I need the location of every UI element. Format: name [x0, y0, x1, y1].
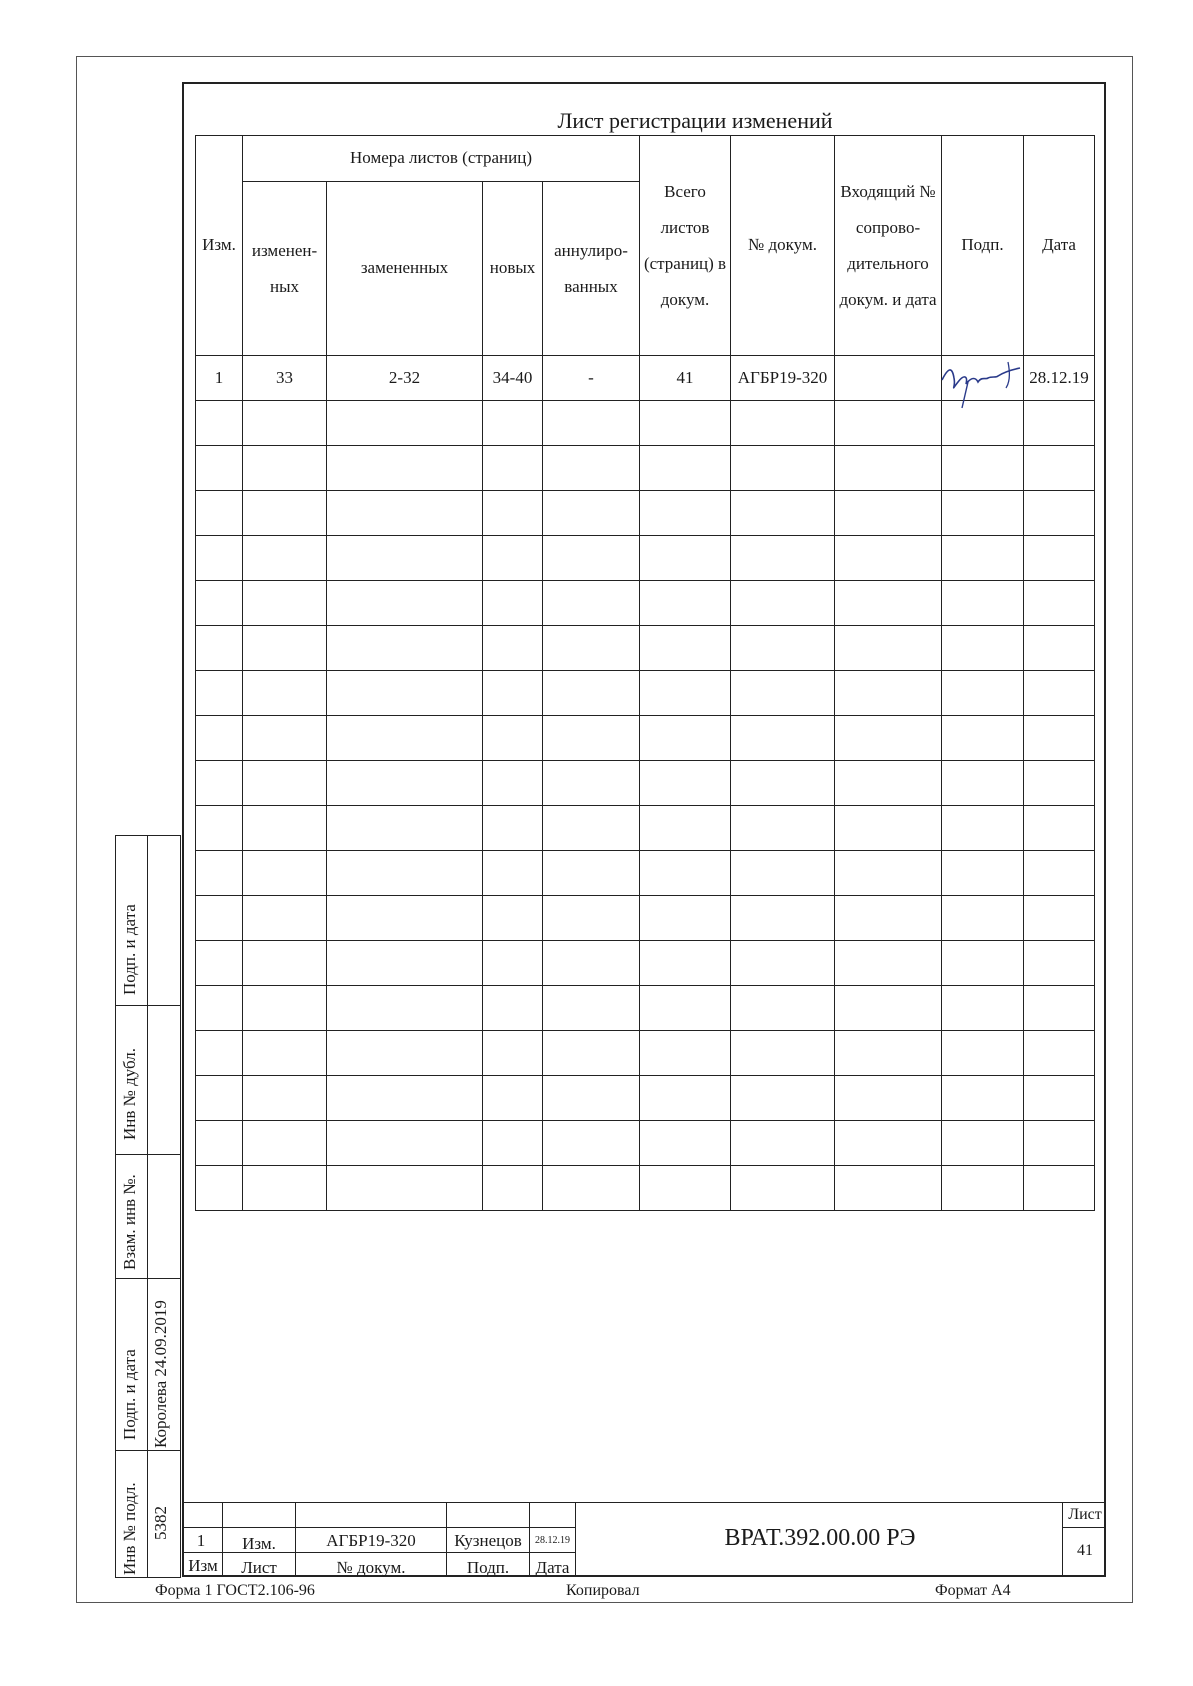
empty-cell — [243, 626, 327, 671]
empty-cell — [196, 761, 243, 806]
side-stamp-line — [115, 1278, 181, 1279]
title-block-vline — [446, 1502, 447, 1577]
empty-cell — [835, 761, 942, 806]
side-inv-dubl-label: Инв № дубл. — [120, 1047, 139, 1140]
empty-cell — [327, 626, 483, 671]
empty-cell — [640, 446, 731, 491]
empty-cell — [1024, 806, 1095, 851]
title-block-vline — [1062, 1502, 1063, 1577]
empty-cell — [483, 941, 543, 986]
page-title: Лист регистрации изменений — [557, 108, 833, 133]
empty-cell — [640, 401, 731, 446]
empty-cell — [243, 1076, 327, 1121]
header-total-sheets: Всего листов (страниц) в докум. — [640, 136, 731, 356]
empty-cell — [942, 851, 1024, 896]
header-doc-no: № докум. — [731, 136, 835, 356]
empty-cell — [835, 851, 942, 896]
empty-cell — [835, 491, 942, 536]
footer-form: Форма 1 ГОСТ2.106-96 — [155, 1582, 315, 1599]
empty-cell — [543, 536, 640, 581]
empty-cell — [196, 1076, 243, 1121]
empty-cell — [835, 536, 942, 581]
empty-cell — [640, 761, 731, 806]
empty-cell — [731, 491, 835, 536]
empty-cell — [483, 1166, 543, 1211]
tb-col-date: Дата — [535, 1558, 570, 1577]
empty-cell — [640, 941, 731, 986]
empty-cell — [196, 626, 243, 671]
empty-cell — [942, 671, 1024, 716]
empty-cell — [327, 1121, 483, 1166]
empty-cell — [942, 716, 1024, 761]
empty-cell — [1024, 1166, 1095, 1211]
empty-cell — [640, 581, 731, 626]
title-block-line — [1062, 1527, 1106, 1528]
empty-cell — [731, 851, 835, 896]
empty-cell — [196, 851, 243, 896]
empty-cell — [327, 851, 483, 896]
empty-cell — [942, 1031, 1024, 1076]
table-row — [196, 1121, 1095, 1166]
empty-cell — [543, 941, 640, 986]
cell-signature — [942, 356, 1024, 401]
empty-cell — [731, 941, 835, 986]
empty-cell — [640, 536, 731, 581]
tb-sheet-label: Лист — [1068, 1506, 1102, 1523]
empty-cell — [942, 536, 1024, 581]
empty-cell — [327, 986, 483, 1031]
empty-cell — [483, 401, 543, 446]
empty-cell — [483, 851, 543, 896]
title-block-top — [182, 1502, 1106, 1503]
empty-cell — [942, 1076, 1024, 1121]
header-incoming-doc: Входящий № сопрово-дительного докум. и дата — [835, 136, 942, 356]
empty-cell — [327, 806, 483, 851]
side-podp-data-value: Королева 24.09.2019 — [151, 1300, 170, 1448]
empty-cell — [835, 896, 942, 941]
footer-copied: Копировал — [566, 1582, 640, 1599]
empty-cell — [543, 806, 640, 851]
side-stamp-line — [115, 1154, 181, 1155]
empty-cell — [835, 986, 942, 1031]
empty-cell — [835, 941, 942, 986]
cell-cancelled: - — [543, 356, 640, 401]
cell-incoming — [835, 356, 942, 401]
header-cancelled: аннулиро-ванных — [543, 182, 640, 356]
empty-cell — [196, 941, 243, 986]
empty-cell — [243, 986, 327, 1031]
title-block-vline — [575, 1502, 576, 1577]
empty-cell — [327, 491, 483, 536]
header-sheet-numbers: Номера листов (страниц) — [243, 136, 640, 182]
empty-cell — [196, 671, 243, 716]
empty-cell — [327, 446, 483, 491]
empty-cell — [483, 896, 543, 941]
empty-cell — [243, 896, 327, 941]
empty-cell — [1024, 851, 1095, 896]
tb-list-value: Изм. — [242, 1534, 276, 1553]
empty-cell — [731, 896, 835, 941]
empty-cell — [1024, 581, 1095, 626]
empty-cell — [835, 581, 942, 626]
table-row — [196, 581, 1095, 626]
empty-cell — [243, 401, 327, 446]
empty-cell — [731, 626, 835, 671]
empty-cell — [243, 941, 327, 986]
header-changed: изменен-ных — [243, 182, 327, 356]
side-inv-podl-label: Инв № подл. — [120, 1482, 139, 1575]
table-row — [196, 896, 1095, 941]
cell-replaced: 2-32 — [327, 356, 483, 401]
empty-cell — [640, 806, 731, 851]
table-row — [196, 761, 1095, 806]
empty-cell — [1024, 1121, 1095, 1166]
empty-cell — [942, 626, 1024, 671]
empty-cell — [327, 1076, 483, 1121]
empty-cell — [640, 716, 731, 761]
document-designation: ВРАТ.392.00.00 РЭ — [724, 1525, 916, 1551]
empty-cell — [942, 446, 1024, 491]
empty-cell — [942, 761, 1024, 806]
header-replaced: замененных — [327, 182, 483, 356]
empty-cell — [731, 761, 835, 806]
empty-cell — [483, 1031, 543, 1076]
tb-izm-value: 1 — [196, 1531, 206, 1550]
empty-cell — [835, 1166, 942, 1211]
table-row — [196, 491, 1095, 536]
empty-cell — [942, 581, 1024, 626]
empty-cell — [543, 986, 640, 1031]
empty-cell — [1024, 1031, 1095, 1076]
table-row — [196, 986, 1095, 1031]
empty-cell — [543, 1166, 640, 1211]
title-block-vline — [295, 1502, 296, 1577]
empty-cell — [243, 761, 327, 806]
empty-cell — [731, 716, 835, 761]
empty-cell — [196, 491, 243, 536]
side-podp-data-2-label: Подп. и дата — [120, 904, 139, 995]
empty-cell — [243, 1031, 327, 1076]
empty-cell — [196, 986, 243, 1031]
empty-cell — [196, 1166, 243, 1211]
table-row — [196, 1166, 1095, 1211]
empty-cell — [731, 581, 835, 626]
tb-col-list: Лист — [241, 1558, 277, 1577]
empty-cell — [731, 1031, 835, 1076]
empty-cell — [243, 851, 327, 896]
empty-cell — [1024, 716, 1095, 761]
empty-cell — [942, 806, 1024, 851]
empty-cell — [731, 986, 835, 1031]
empty-cell — [327, 401, 483, 446]
empty-cell — [1024, 761, 1095, 806]
empty-cell — [942, 941, 1024, 986]
empty-cell — [196, 446, 243, 491]
table-row — [196, 941, 1095, 986]
empty-cell — [942, 896, 1024, 941]
empty-cell — [731, 671, 835, 716]
tb-date-value: 28.12.19 — [535, 1535, 570, 1546]
empty-cell — [243, 491, 327, 536]
cell-changed: 33 — [243, 356, 327, 401]
empty-cell — [483, 761, 543, 806]
empty-cell — [327, 941, 483, 986]
header-izm: Изм. — [196, 136, 243, 356]
table-row — [196, 626, 1095, 671]
empty-cell — [640, 1031, 731, 1076]
tb-doc-value: АГБР19-320 — [326, 1531, 416, 1550]
empty-cell — [731, 1076, 835, 1121]
side-podp-data-label: Подп. и дата — [120, 1349, 139, 1440]
empty-cell — [543, 491, 640, 536]
empty-cell — [835, 626, 942, 671]
table-row — [196, 716, 1095, 761]
empty-cell — [731, 401, 835, 446]
empty-cell — [327, 536, 483, 581]
empty-cell — [1024, 446, 1095, 491]
empty-cell — [640, 626, 731, 671]
empty-cell — [243, 581, 327, 626]
empty-cell — [483, 1076, 543, 1121]
empty-cell — [1024, 941, 1095, 986]
empty-cell — [1024, 671, 1095, 716]
empty-cell — [243, 671, 327, 716]
empty-cell — [543, 671, 640, 716]
cell-new: 34-40 — [483, 356, 543, 401]
tb-col-sign: Подп. — [466, 1558, 510, 1577]
empty-cell — [640, 671, 731, 716]
empty-cell — [483, 806, 543, 851]
empty-cell — [543, 761, 640, 806]
cell-date: 28.12.19 — [1024, 356, 1095, 401]
empty-cell — [835, 671, 942, 716]
handwritten-signature — [938, 358, 1028, 418]
empty-cell — [483, 491, 543, 536]
empty-cell — [196, 536, 243, 581]
cell-izm: 1 — [196, 356, 243, 401]
empty-cell — [543, 626, 640, 671]
empty-cell — [640, 1076, 731, 1121]
empty-cell — [483, 626, 543, 671]
empty-cell — [1024, 986, 1095, 1031]
header-new: новых — [483, 182, 543, 356]
empty-cell — [543, 1121, 640, 1166]
empty-cell — [543, 716, 640, 761]
empty-cell — [327, 581, 483, 626]
table-row — [196, 446, 1095, 491]
table-row — [196, 851, 1095, 896]
empty-cell — [243, 536, 327, 581]
empty-cell — [1024, 1076, 1095, 1121]
empty-cell — [483, 446, 543, 491]
empty-cell — [835, 446, 942, 491]
empty-cell — [543, 1076, 640, 1121]
empty-cell — [1024, 491, 1095, 536]
cell-doc-no: АГБР19-320 — [731, 356, 835, 401]
empty-cell — [327, 1031, 483, 1076]
empty-cell — [640, 851, 731, 896]
empty-cell — [942, 491, 1024, 536]
empty-cell — [640, 491, 731, 536]
empty-cell — [731, 446, 835, 491]
empty-cell — [731, 1166, 835, 1211]
empty-cell — [543, 446, 640, 491]
empty-cell — [835, 1121, 942, 1166]
empty-cell — [243, 446, 327, 491]
side-vzam-inv-label: Взам. инв №. — [120, 1174, 139, 1270]
table-row — [196, 1076, 1095, 1121]
empty-cell — [243, 806, 327, 851]
empty-cell — [835, 1031, 942, 1076]
side-stamp-line — [115, 1005, 181, 1006]
empty-cell — [483, 536, 543, 581]
tb-col-doc: № докум. — [336, 1558, 406, 1577]
table-row — [196, 356, 1095, 401]
empty-cell — [1024, 626, 1095, 671]
empty-cell — [243, 1121, 327, 1166]
empty-cell — [1024, 896, 1095, 941]
table-row — [196, 1031, 1095, 1076]
empty-cell — [196, 806, 243, 851]
empty-cell — [327, 896, 483, 941]
table-row — [196, 806, 1095, 851]
change-registration-table — [195, 135, 1095, 1211]
header-signature: Подп. — [942, 136, 1024, 356]
empty-cell — [835, 716, 942, 761]
side-stamp-line — [115, 1450, 181, 1451]
empty-cell — [543, 401, 640, 446]
title-block-vline — [222, 1502, 223, 1577]
table-row — [196, 671, 1095, 716]
title-block-line — [182, 1527, 575, 1528]
empty-cell — [835, 806, 942, 851]
empty-cell — [640, 986, 731, 1031]
empty-cell — [196, 716, 243, 761]
empty-cell — [640, 1166, 731, 1211]
empty-cell — [196, 1031, 243, 1076]
empty-cell — [942, 1166, 1024, 1211]
empty-cell — [731, 806, 835, 851]
empty-cell — [243, 716, 327, 761]
empty-cell — [483, 716, 543, 761]
footer-format: Формат А4 — [935, 1582, 1011, 1599]
empty-cell — [942, 1121, 1024, 1166]
empty-cell — [835, 1076, 942, 1121]
table-row — [196, 536, 1095, 581]
empty-cell — [543, 581, 640, 626]
tb-col-izm: Изм — [188, 1556, 218, 1575]
header-date: Дата — [1024, 136, 1095, 356]
empty-cell — [835, 401, 942, 446]
empty-cell — [196, 896, 243, 941]
empty-cell — [483, 581, 543, 626]
empty-cell — [731, 1121, 835, 1166]
side-stamp-divider — [147, 835, 148, 1578]
side-inv-podl-value: 5382 — [151, 1506, 170, 1540]
empty-cell — [543, 851, 640, 896]
empty-cell — [327, 1166, 483, 1211]
tb-signer: Кузнецов — [454, 1531, 522, 1550]
empty-cell — [327, 761, 483, 806]
empty-cell — [196, 401, 243, 446]
empty-cell — [731, 536, 835, 581]
empty-cell — [543, 1031, 640, 1076]
empty-cell — [1024, 536, 1095, 581]
empty-cell — [483, 1121, 543, 1166]
empty-cell — [196, 581, 243, 626]
empty-cell — [327, 671, 483, 716]
cell-total: 41 — [640, 356, 731, 401]
empty-cell — [942, 986, 1024, 1031]
empty-cell — [640, 1121, 731, 1166]
empty-cell — [327, 716, 483, 761]
empty-cell — [1024, 401, 1095, 446]
empty-cell — [483, 671, 543, 716]
empty-cell — [196, 1121, 243, 1166]
empty-cell — [243, 1166, 327, 1211]
empty-cell — [640, 896, 731, 941]
empty-cell — [483, 986, 543, 1031]
tb-sheet-number: 41 — [1077, 1542, 1093, 1559]
empty-cell — [543, 896, 640, 941]
